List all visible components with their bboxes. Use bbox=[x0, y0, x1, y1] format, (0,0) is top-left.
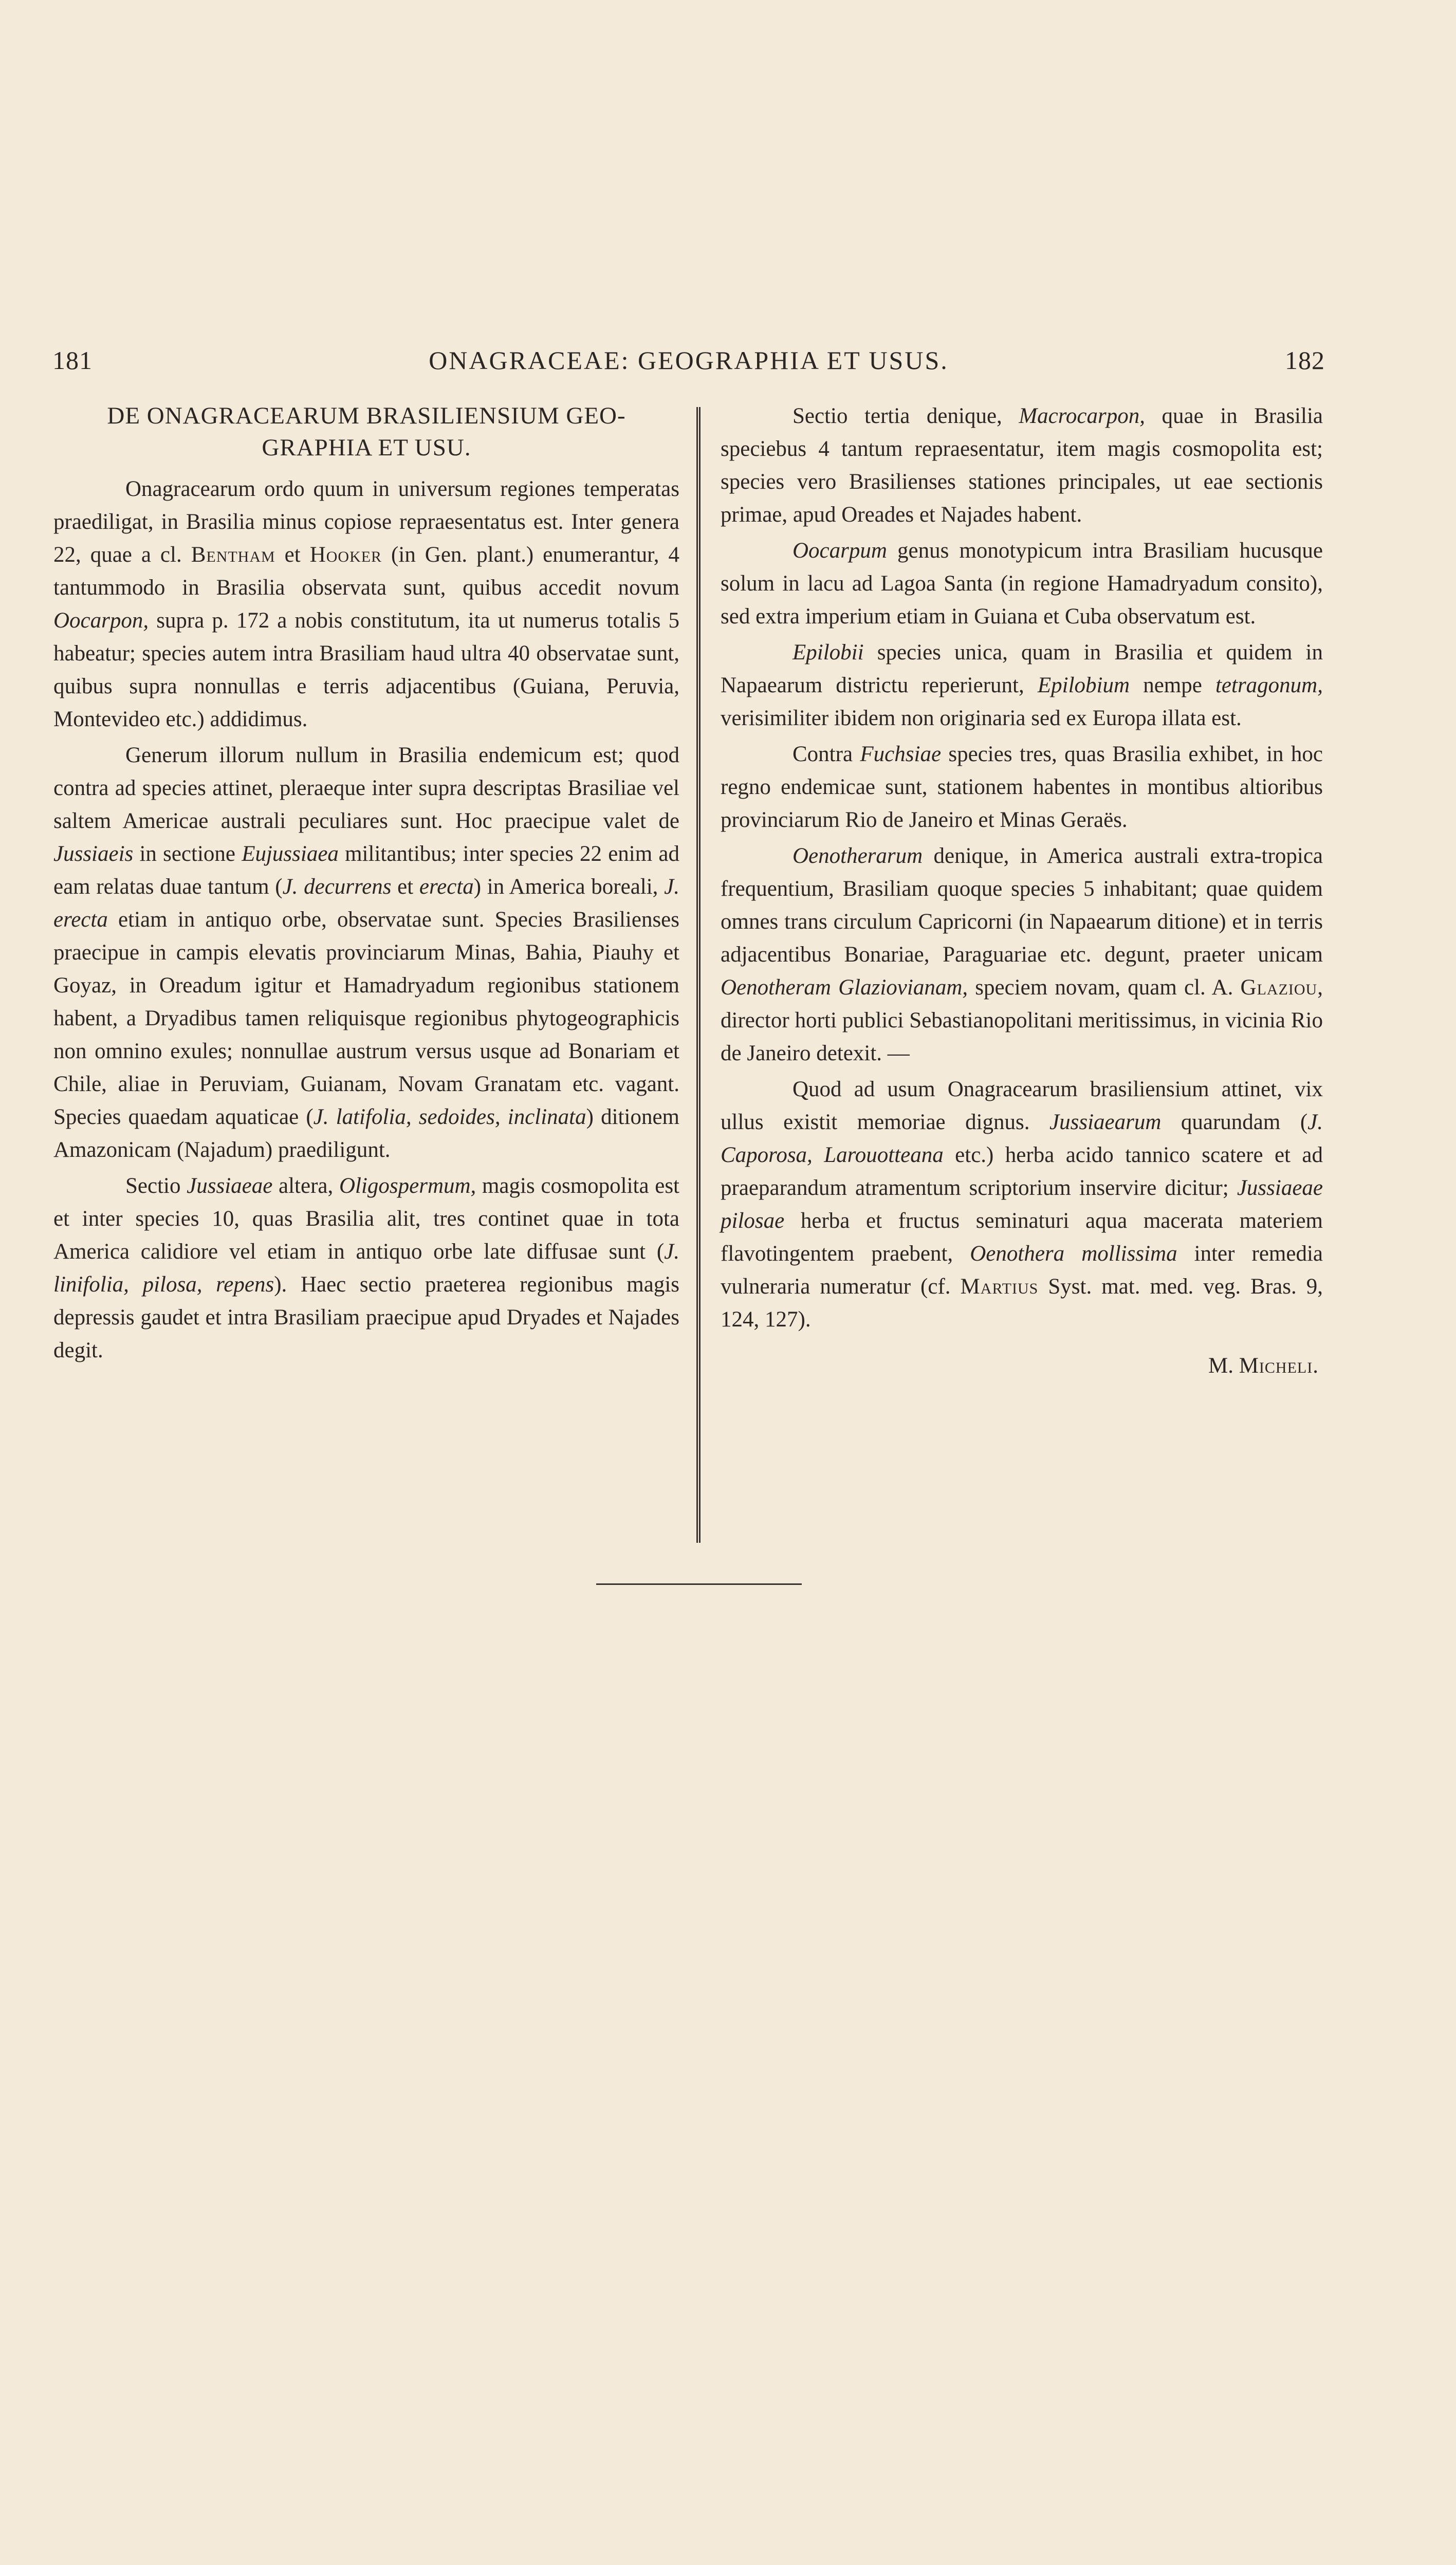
page-number-left: 181 bbox=[52, 346, 93, 375]
paragraph-oligospermum: Sectio Jussiaeae altera, Oligospermum, magis cosmopolita est et inter species 10, quas Brasilia alit, tres continet quae in tota America calidiore vel etiam in antiquo orbe late diffusae sunt (J. linifolia, pilosa, repens). Haec sectio praeterea regionibus magis depressis gaudet et intra Brasiliam praecipue apud Dryades et Najades degit. bbox=[53, 1174, 680, 1362]
paragraph-epilobium: Epilobii species unica, quam in Brasilia et quidem in Napaearum districtu reperierunt, Epilobium nempe tetragonum, verisimiliter ibidem non originaria sed ex Europa illata est. bbox=[721, 640, 1323, 730]
author-signature: M. Micheli. bbox=[1208, 1354, 1319, 1378]
running-header bbox=[52, 345, 1325, 386]
paragraph-oocarpum: Oocarpum genus monotypicum intra Brasiliam hucusque solum in lacu ad Lagoa Santa (in regione Hamadryadum consito), sed extra imperium etiam in Guiana et Cuba observatum est. bbox=[721, 539, 1323, 629]
page-number-right: 182 bbox=[1285, 346, 1325, 375]
paragraph-oenothera: Oenotherarum denique, in America australi extra-tropica frequentium, Brasiliam quoque species 5 inhabitant; quae quidem omnes trans circulum Capricorni (in Napaearum ditione) et in terris adjacentibus Bonariae, Paraguariae etc. degunt, praeter unicam Oenotheram Glaziovianam, speciem novam, quam cl. A. Glaziou, director horti publici Sebastianopolitani meritissimus, in vicinia Rio de Janeiro detexit. — bbox=[721, 844, 1323, 1065]
running-title: ONAGRACEAE: GEOGRAPHIA ET USUS. bbox=[429, 346, 949, 375]
paragraph-fuchsia: Contra Fuchsiae species tres, quas Brasilia exhibet, in hoc regno endemicae sunt, stationem habentes in montibus altioribus provinciarum Rio de Janeiro et Minas Geraës. bbox=[721, 742, 1323, 832]
bottom-rule bbox=[596, 1583, 802, 1585]
left-column bbox=[53, 400, 679, 1370]
column-divider bbox=[696, 407, 701, 1543]
right-column bbox=[721, 400, 1323, 1382]
section-heading: DE ONAGRACEARUM BRASILIENSIUM GEO- GRAPHIA ET USU. bbox=[107, 402, 626, 461]
paragraph-usus: Quod ad usum Onagracearum brasiliensium attinet, vix ullus existit memoriae dignus. Jussiaearum quarundam (J. Caporosa, Larouotteana etc.) herba acido tannico scatere et ad praeparandum atramentum scriptorium inservire dicitur; Jussiaeae pilosae herba et fructus seminaturi aqua macerata materiem flavotingentem praebent, Oenothera mollissima inter remedia vulneraria numeratur (cf. Martius Syst. mat. med. veg. Bras. 9, 124, 127). bbox=[721, 1077, 1323, 1332]
paragraph-distribution: Onagracearum ordo quum in universum regiones temperatas praediligat, in Brasilia minus copiose repraesentatus est. Inter genera 22, quae a cl. Bentham et Hooker (in Gen. plant.) enumerantur, 4 tantummodo in Brasilia observata sunt, quibus accedit novum Oocarpon, supra p. 172 a nobis constitutum, ita ut numerus totalis 5 habeatur; species autem intra Brasiliam haud ultra 40 observatae sunt, quibus supra nonnullas e terris adjacentibus (Guiana, Peruvia, Montevideo etc.) addidimus. bbox=[53, 477, 679, 731]
paragraph-endemism: Generum illorum nullum in Brasilia endemicum est; quod contra ad species attinet, pleraeque inter supra descriptas Brasiliae vel saltem Americae australi peculiares sunt. Hoc praecipue valet de Jussiaeis in sectione Eujussiaea militantibus; inter species 22 enim ad eam relatas duae tantum (J. decurrens et erecta) in America boreali, J. erecta etiam in antiquo orbe, observatae sunt. Species Brasilienses praecipue in campis elevatis provinciarum Minas, Bahia, Piauhy et Goyaz, in Oreadum igitur et Hamadryadum regionibus stationem habent, a Dryadibus tamen reliquisque regionibus phytogeographicis non omnino exules; nonnullae austrum versus usque ad Bonariam et Chile, aliae in Peruviam, Guianam, Novam Granatam etc. vagant. Species quaedam aquaticae (J. latifolia, sedoides, inclinata) ditionem Amazonicam (Najadum) praediligunt. bbox=[53, 743, 679, 1162]
paragraph-macrocarpon: Sectio tertia denique, Macrocarpon, quae in Brasilia speciebus 4 tantum repraesentatur, item magis cosmopolita est; species vero Brasilienses stationes principales, ut eae sectionis primae, apud Oreades et Najades habent. bbox=[721, 404, 1323, 527]
